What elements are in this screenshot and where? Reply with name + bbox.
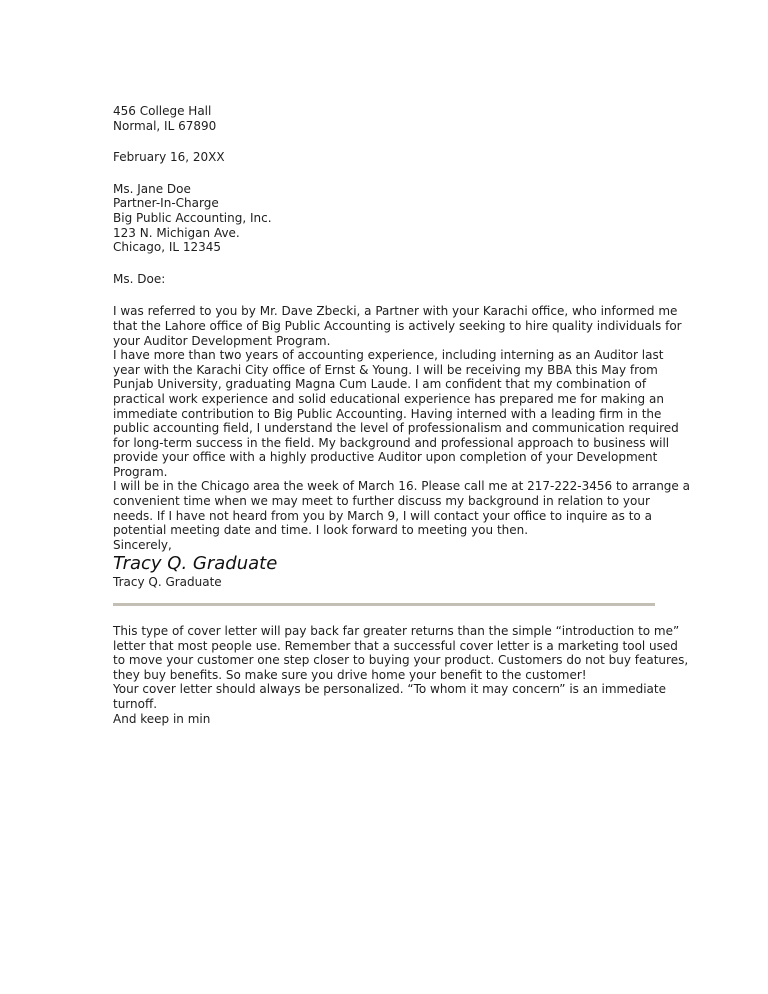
letter-body <box>113 304 690 538</box>
body-line: needs. If I have not heard from you by March 9, I will contact your office to inquire as to a <box>113 508 652 523</box>
body-line: for long-term success in the field. My background and professional approach to business will <box>113 435 670 450</box>
note-line: And keep in min <box>113 711 211 726</box>
recipient-street: 123 N. Michigan Ave. <box>113 225 240 240</box>
sender-address-line1: 456 College Hall <box>113 104 212 118</box>
signature-script: Tracy Q. Graduate <box>113 553 278 575</box>
letter-date: February 16, 20XX <box>113 150 225 165</box>
body-line: Program. <box>113 464 168 479</box>
note-line: to move your customer one step closer to buying your product. Customers do not buy features, <box>113 653 689 668</box>
note-line: turnoff. <box>113 697 158 711</box>
recipient-name: Ms. Jane Doe <box>113 181 191 196</box>
divider <box>113 603 655 606</box>
letter-page <box>113 104 690 726</box>
note-line: they buy benefits. So make sure you drive home your benefit to the customer! <box>113 667 587 682</box>
body-line: your Auditor Development Program. <box>113 333 331 348</box>
body-line: convenient time when we may meet to further discuss my background in relation to your <box>113 494 650 509</box>
notes-section <box>113 624 689 726</box>
body-line: practical work experience and solid educational experience has prepared me for making an <box>113 391 664 406</box>
note-line: letter that most people use. Remember that a successful cover letter is a marketing tool used <box>113 638 678 653</box>
body-line: Punjab University, graduating Magna Cum Laude. I am confident that my combination of <box>113 377 647 392</box>
body-line: immediate contribution to Big Public Accounting. Having interned with a leading firm in the <box>113 406 662 421</box>
recipient-city: Chicago, IL 12345 <box>113 240 222 255</box>
note-line: This type of cover letter will pay back far greater returns than the simple “introduction to me” <box>113 624 680 639</box>
body-line: potential meeting date and time. I look forward to meeting you then. <box>113 523 529 538</box>
body-line: I will be in the Chicago area the week of March 16. Please call me at 217-222-3456 to arrange a <box>113 479 690 494</box>
salutation: Ms. Doe: <box>113 271 166 286</box>
recipient-title: Partner-In-Charge <box>113 196 219 211</box>
body-line: public accounting field, I understand the level of professionalism and communication required <box>113 421 679 436</box>
sender-address-line2: Normal, IL 67890 <box>113 118 217 133</box>
closing: Sincerely, <box>113 537 172 552</box>
body-line: I have more than two years of accounting experience, including interning as an Auditor last <box>113 348 664 363</box>
body-line: I was referred to you by Mr. Dave Zbecki, a Partner with your Karachi office, who informed me <box>113 304 678 319</box>
body-line: provide your office with a highly productive Auditor upon completion of your Development <box>113 450 658 465</box>
recipient-company: Big Public Accounting, Inc. <box>113 210 272 225</box>
body-line: that the Lahore office of Big Public Accounting is actively seeking to hire quality individuals for <box>113 318 682 333</box>
signature-typed: Tracy Q. Graduate <box>113 575 222 590</box>
note-line: Your cover letter should always be personalized. “To whom it may concern” is an immediate <box>113 682 666 697</box>
body-line: year with the Karachi City office of Ernst & Young. I will be receiving my BBA this May from <box>113 362 658 377</box>
